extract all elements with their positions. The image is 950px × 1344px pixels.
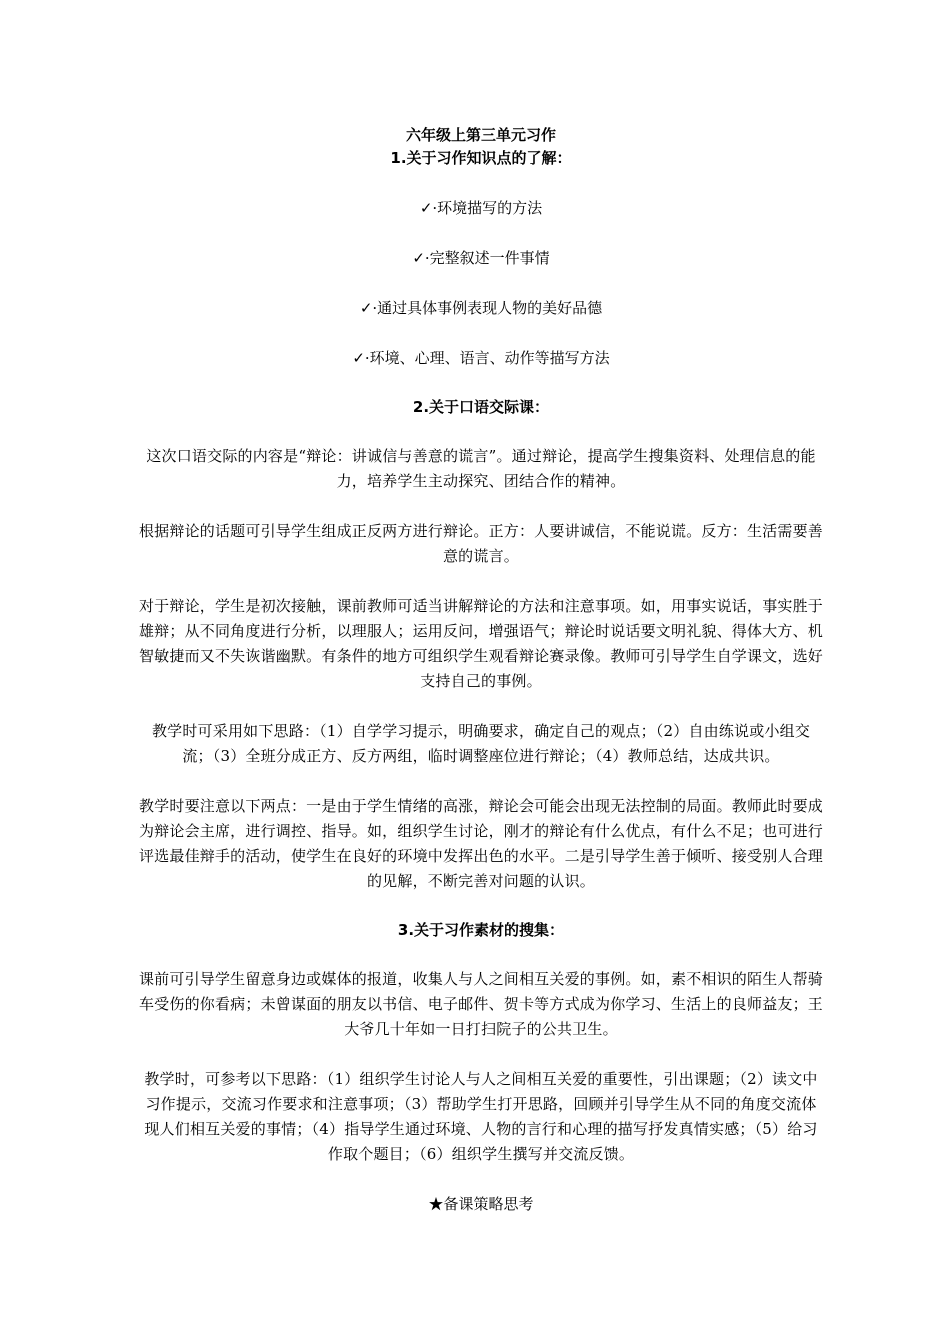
section2-paragraph: 教学时要注意以下两点：一是由于学生情绪的高涨，辩论会可能会出现无法控制的局面。教师此时要成为辩论会主席，进行调控、指导。如，组织学生讨论，刚才的辩论有什么优点，有什么不足；也可进行评选最佳辩手的活动，使学生在良好的环境中发挥出色的水平。二是引导学生善于倾听、接受别人合理的见解，不断完善对问题的认识。 <box>138 797 823 890</box>
checklist-item <box>138 296 824 321</box>
checkmark-icon: ✓ <box>359 299 373 317</box>
section3-paragraph: 课前可引导学生留意身边或媒体的报道，收集人与人之间相互关爱的事例。如，素不相识的陌生人帮骑车受伤的你看病；未曾谋面的朋友以书信、电子邮件、贺卡等方式成为你学习、生活上的良师益友；王大爷几十年如一日打扫院子的公共卫生。 <box>138 970 823 1038</box>
section2-heading: 2.关于口语交际课： <box>412 398 550 416</box>
section3-paragraph: 教学时，可参考以下思路：（1）组织学生讨论人与人之间相互关爱的重要性，引出课题；（2）读文中习作提示，交流习作要求和注意事项；（3）帮助学生打开思路，回顾并引导学生从不同的角度交流体现人们相互关爱的事情；（4）指导学生通过环境、人物的言行和心理的描写抒发真情实感；（5）给习作取个题目；（6）组织学生撰写并交流反馈。 <box>144 1070 818 1163</box>
section3-heading: 3.关于习作素材的搜集： <box>397 921 565 939</box>
footer-note: ★备课策略思考 <box>428 1195 534 1213</box>
checkmark-icon: ✓ <box>419 199 433 217</box>
checkmark-icon: ✓ <box>352 349 365 367</box>
checkmark-icon: ✓ <box>412 249 425 267</box>
section1-heading: 1.关于习作知识点的了解： <box>390 149 572 167</box>
checklist-item-text: ·环境、心理、语言、动作等描写方法 <box>364 349 610 367</box>
checklist-item <box>138 246 824 271</box>
checklist-item-text: ·环境描写的方法 <box>432 199 543 217</box>
checklist-item <box>138 196 824 221</box>
section2-paragraph: 根据辩论的话题可引导学生组成正反两方进行辩论。正方：人要讲诚信，不能说谎。反方：生活需要善意的谎言。 <box>138 522 823 565</box>
checklist-item <box>138 346 824 371</box>
checklist-item-text: ·通过具体事例表现人物的美好品德 <box>372 299 603 317</box>
document-title: 六年级上第三单元习作 <box>405 126 556 144</box>
section2-paragraph: 对于辩论，学生是初次接触，课前教师可适当讲解辩论的方法和注意事项。如，用事实说话，事实胜于雄辩；从不同角度进行分析，以理服人；运用反问，增强语气；辩论时说话要文明礼貌、得体大方、机智敏捷而又不失诙谐幽默。有条件的地方可组织学生观看辩论赛录像。教师可引导学生自学课文，选好支持自己的事例。 <box>138 597 823 690</box>
section2-paragraph: 教学时可采用如下思路：（1）自学学习提示，明确要求，确定自己的观点；（2）自由练说或小组交流；（3）全班分成正方、反方两组，临时调整座位进行辩论；（4）教师总结，达成共识。 <box>151 722 811 765</box>
section2-paragraph: 这次口语交际的内容是“辩论：讲诚信与善意的谎言”。通过辩论，提高学生搜集资料、处理信息的能力，培养学生主动探究、团结合作的精神。 <box>146 447 816 490</box>
document-body <box>138 124 824 1217</box>
checklist-item-text: ·完整叙述一件事情 <box>424 249 550 267</box>
knowledge-checklist <box>138 196 824 371</box>
